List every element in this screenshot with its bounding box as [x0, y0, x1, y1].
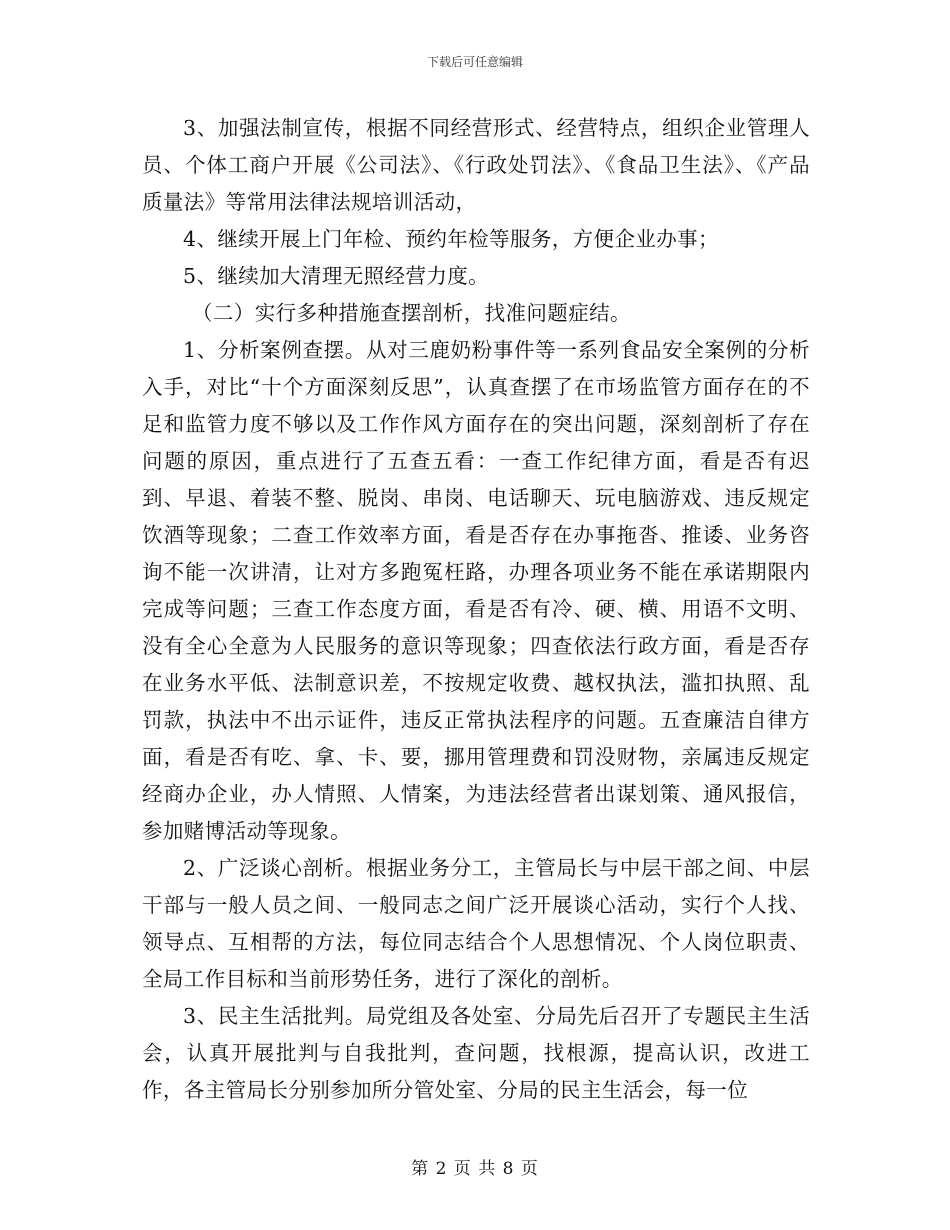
paragraph-item-4: 4、继续开展上门年检、预约年检等服务，方便企业办事； [183, 227, 719, 251]
page-header: 下载后可任意编辑 [426, 55, 523, 69]
paragraph-case-analysis: 1、分析案例查摆。从对三鹿奶粉事件等一系列食品安全案例的分析入手，对比“十个方面深刻反思”，认真查摆了在市场监管方面存在的不足和监管力度不够以及工作作风方面存在的突出问题，深刻剖析了存在问题的原因，重点进行了五查五看：一查工作纪律方面，看是否有迟到、早退、着装不整、脱岗、串岗、电话聊天、玩电脑游戏、违反规定饮酒等现象；二查工作效率方面，看是否存在办事拖沓、推诿、业务咨询不能一次讲清，让对方多跑冤枉路，办理各项业务不能在承诺期限内完成等问题；三查工作态度方面，看是否有冷、硬、横、用语不文明、没有全心全意为人民服务的意识等现象；四查依法行政方面，看是否存在业务水平低、法制意识差，不按规定收费、越权执法，滥扣执照、乱罚款，执法中不出示证件，违反正常执法程序的问题。五查廉洁自律方面，看是否有吃、拿、卡、要，挪用管理费和罚没财物，亲属违反规定经商办企业，办人情照、人情案，为违法经营者出谋划策、通风报信，参加赌博活动等现象。 [142, 338, 810, 843]
document-body [142, 110, 810, 1109]
page-number: 第 2 页 共 8 页 [411, 1159, 539, 1179]
paragraph-heart-talk: 2、广泛谈心剖析。根据业务分工，主管局长与中层干部之间、中层干部与一般人员之间、一般同志之间广泛开展谈心活动，实行个人找、领导点、互相帮的方法，每位同志结合个人思想情况、个人岗位职责、全局工作目标和当前形势任务，进行了深化的剖析。 [142, 856, 810, 991]
paragraph-item-3: 3、加强法制宣传，根据不同经营形式、经营特点，组织企业管理人员、个体工商户开展《公司法》、《行政处罚法》、《食品卫生法》、《产品质量法》等常用法律法规培训活动， [142, 116, 810, 214]
paragraph-democratic-life: 3、民主生活批判。局党组及各处室、分局先后召开了专题民主生活会，认真开展批判与自我批判，查问题，找根源，提高认识，改进工作，各主管局长分别参加所分管处室、分局的民主生活会，每一位 [142, 1004, 810, 1102]
section-heading: （二）实行多种措施查摆剖析，找准问题症结。 [192, 301, 631, 325]
paragraph-item-5: 5、继续加大清理无照经营力度。 [183, 264, 490, 288]
